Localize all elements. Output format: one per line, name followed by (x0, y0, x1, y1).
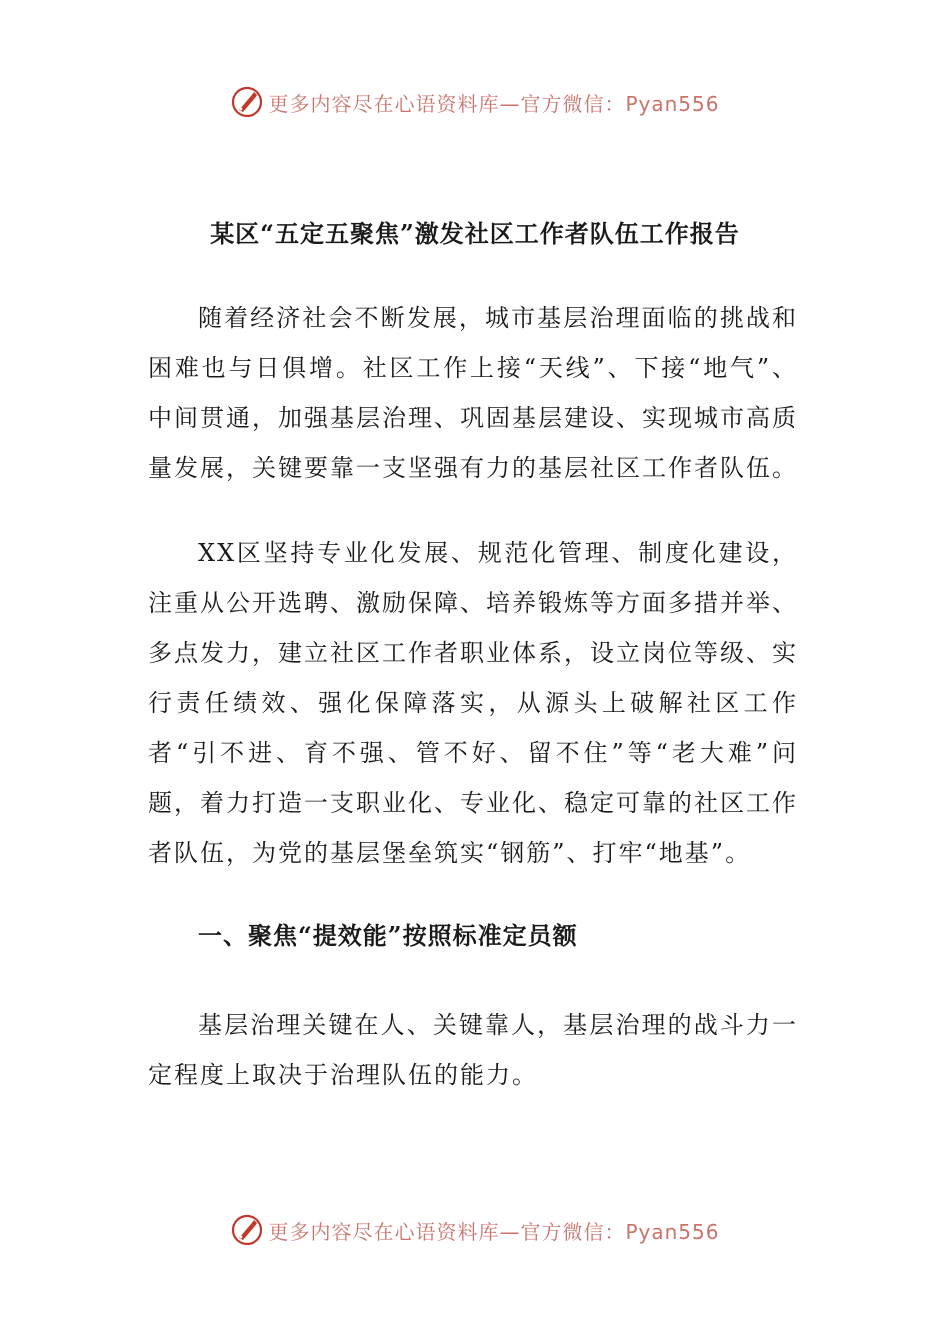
intro-paragraph-1: 随着经济社会不断发展，城市基层治理面临的挑战和困难也与日俱增。社区工作上接“天线”、下接“地气”、中间贯通，加强基层治理、巩固基层建设、实现城市高质量发展，关键要靠一支坚强有力的基层社区工作者队伍。 (148, 304, 798, 482)
header-watermark-text: 更多内容尽在心语资料库—官方微信：Pyan556 (268, 91, 720, 116)
header-watermark-banner (0, 82, 950, 122)
section-paragraph: 基层治理关键在人、关键靠人，基层治理的战斗力一定程度上取决于治理队伍的能力。 (148, 1011, 798, 1089)
document-title: 某区“五定五聚焦”激发社区工作者队伍工作报告 (210, 219, 740, 248)
footer-watermark-text: 更多内容尽在心语资料库—官方微信：Pyan556 (268, 1219, 720, 1244)
pen-nib-seal-icon (230, 1213, 264, 1247)
footer-watermark-banner (0, 1210, 950, 1250)
section-heading: 一、聚焦“提效能”按照标准定员额 (198, 921, 578, 950)
intro-paragraph-2: XX区坚持专业化发展、规范化管理、制度化建设，注重从公开选聘、激励保障、培养锻炼等方面多措并举、多点发力，建立社区工作者职业体系，设立岗位等级、实行责任绩效、强化保障落实，从源头上破解社区工作者“引不进、育不强、管不好、留不住”等“老大难”问题，着力打造一支职业化、专业化、稳定可靠的社区工作者队伍，为党的基层堡垒筑实“钢筋”、打牢“地基”。 (148, 539, 798, 867)
pen-nib-seal-icon (230, 85, 264, 119)
